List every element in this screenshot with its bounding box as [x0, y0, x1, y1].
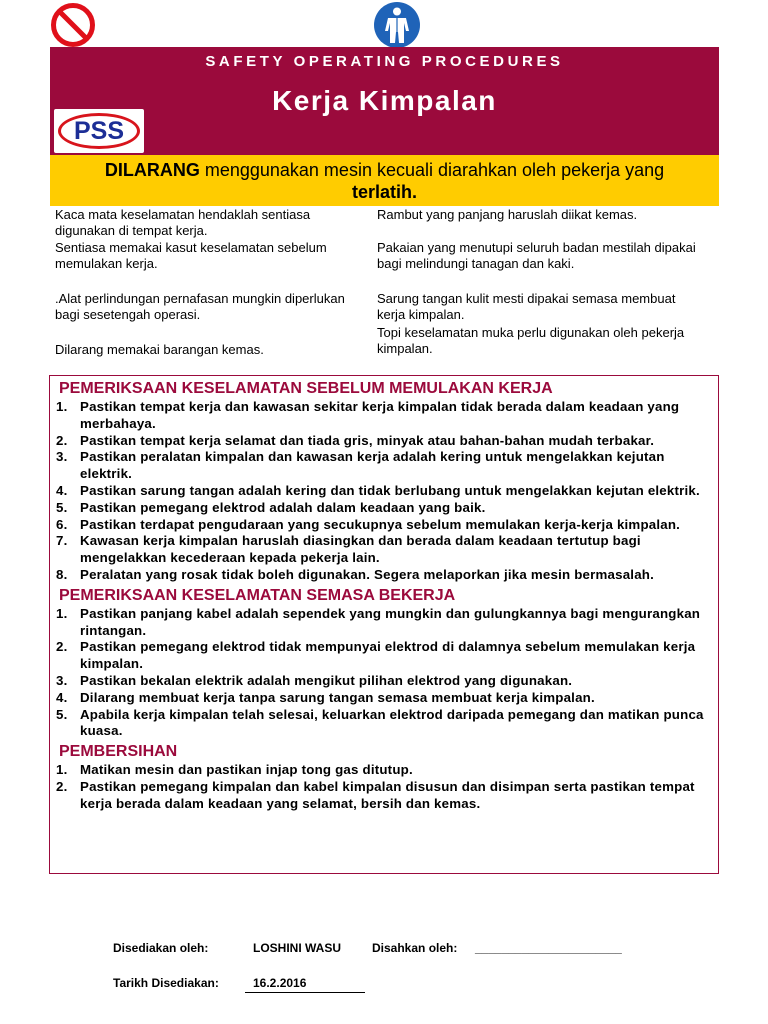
rule-left-4: Dilarang memakai barangan kemas. — [55, 342, 264, 357]
banner-emphasis: DILARANG — [104, 160, 200, 180]
list-item: 3. Pastikan peralatan kimpalan dan kawasan kerja adalah kering untuk mengelakkan kejutan elektrik. — [56, 449, 665, 482]
date-value: 16.2.2016 — [253, 976, 307, 990]
banner-end: terlatih. — [351, 182, 417, 202]
list-item: 1. Pastikan panjang kabel adalah sependek yang mungkin dan gulungkannya bagi mengurangkan rintangan. — [56, 605, 701, 638]
list-item: 2. Pastikan pemegang kimpalan dan kabel kimpalan disusun dan disimpan serta pastikan tempat kerja berada dalam keadaan yang selamat, bersih dan kemas. — [56, 778, 695, 811]
list-before — [56, 399, 712, 584]
pss-logo-text: PSS — [58, 113, 140, 149]
list-item: 2. Pastikan tempat kerja selamat dan tiada gris, minyak atau bahan-bahan mudah terbakar. — [56, 432, 655, 448]
rule-left-2: Sentiasa memakai kasut keselamatan sebelum memulakan kerja. — [55, 240, 327, 271]
list-item: 7. Kawasan kerja kimpalan haruslah diasingkan dan berada dalam keadaan tertutup bagi mengelakkan kecederaan kepada pekerja lain. — [56, 533, 641, 566]
list-item: 2. Pastikan pemegang elektrod tidak mempunyai elektrod di dalamnya sebelum memulakan kerja kimpalan. — [56, 639, 696, 672]
header-banner — [50, 47, 719, 155]
list-cleaning — [56, 762, 712, 812]
section-heading-during: PEMERIKSAAN KESELAMATAN SEMASA BEKERJA — [59, 586, 456, 604]
rule-right-3: Sarung tangan kulit mesti dipakai semasa membuat kerja kimpalan. — [377, 291, 676, 322]
section-heading-before: PEMERIKSAAN KESELAMATAN SEBELUM MEMULAKAN KERJA — [59, 380, 553, 397]
section-heading-cleaning: PEMBERSIHAN — [59, 743, 178, 761]
date-underline — [245, 992, 365, 993]
list-item: 1. Matikan mesin dan pastikan injap tong gas ditutup. — [56, 762, 413, 778]
list-item: 4. Dilarang membuat kerja tanpa sarung tangan semasa membuat kerja kimpalan. — [56, 689, 595, 705]
prepared-by-value: LOSHINI WASU — [253, 941, 342, 955]
procedures-box — [49, 375, 719, 874]
prepared-by-label: Disediakan oleh: — [113, 941, 209, 955]
rule-left-1: Kaca mata keselamatan hendaklah sentiasa digunakan di tempat kerja. — [55, 207, 311, 238]
ppe-rules — [0, 207, 768, 367]
approved-by-value: ______________________ — [475, 941, 622, 955]
rule-right-2: Pakaian yang menutupi seluruh badan mestilah dipakai bagi melindungi tanagan dan kaki. — [377, 240, 696, 271]
warning-banner — [50, 155, 719, 206]
list-item: 4. Pastikan sarung tangan adalah kering dan tidak berlubang untuk mengelakkan kejutan elektrik. — [56, 482, 700, 498]
protective-clothing-icon — [373, 1, 421, 49]
list-item: 6. Pastikan terdapat pengudaraan yang secukupnya sebelum memulakan kerja-kerja kimpalan. — [56, 516, 681, 532]
pss-logo — [54, 109, 144, 153]
banner-text: menggunakan mesin kecuali diarahkan oleh pekerja yang — [199, 160, 665, 180]
rule-right-4: Topi keselamatan muka perlu digunakan oleh pekerja kimpalan. — [377, 325, 685, 356]
sop-label: SAFETY OPERATING PROCEDURES — [205, 53, 564, 70]
list-item: 5. Apabila kerja kimpalan telah selesai, keluarkan elektrod daripada pemegang dan matikan punca kuasa. — [56, 706, 704, 739]
list-item: 3. Pastikan bekalan elektrik adalah mengikut pilihan elektrod yang digunakan. — [56, 672, 573, 688]
date-label: Tarikh Disediakan: — [113, 976, 219, 990]
rule-right-1: Rambut yang panjang haruslah diikat kemas. — [377, 207, 638, 222]
approved-by-label: Disahkan oleh: — [372, 941, 458, 955]
list-item: 1. Pastikan tempat kerja dan kawasan sekitar kerja kimpalan tidak berada dalam keadaan yang merbahaya. — [56, 399, 680, 431]
list-item: 8. Peralatan yang rosak tidak boleh digunakan. Segera melaporkan jika mesin bermasalah. — [56, 566, 655, 582]
prohibition-sign-icon — [50, 2, 96, 48]
list-during — [56, 606, 712, 740]
list-item: 5. Pastikan pemegang elektrod adalah dalam keadaan yang baik. — [56, 499, 486, 515]
document-title: Kerja Kimpalan — [272, 85, 497, 116]
rule-left-3: .Alat perlindungan pernafasan mungkin diperlukan bagi sesetengah operasi. — [55, 291, 345, 322]
signature-footer — [0, 930, 768, 1010]
